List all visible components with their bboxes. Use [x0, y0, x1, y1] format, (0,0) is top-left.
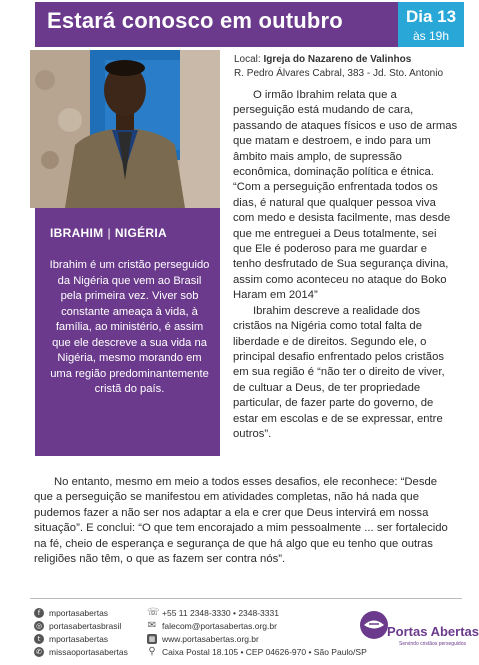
location-label: Local: — [234, 54, 261, 65]
article-column — [233, 88, 458, 468]
contact-email-text: falecom@portasabertas.org.br — [162, 620, 277, 631]
event-location — [234, 53, 443, 81]
contact-website-text: www.portasabertas.org.br — [162, 633, 259, 644]
article-paragraph-2: Ibrahim descreve a realidade dos cristãos na Nigéria como total falta de liberdade e de direitos. Segundo ele, o principal desafio enfrentado pelos cristãos em sua região é “não ter o direito de viver, de cultuar a Deus, de ter propriedade particular, de fazer parte do governo, de estar em escolas e de se expressar, entre outros”. — [233, 304, 445, 440]
event-header — [35, 2, 398, 47]
speaker-photo — [30, 50, 220, 208]
social-twitter[interactable] — [34, 632, 128, 645]
contact-phone[interactable] — [147, 606, 367, 619]
email-icon: ✉ — [147, 619, 157, 631]
logo-mark-icon — [357, 610, 391, 640]
location-venue: Igreja do Nazareno de Valinhos — [263, 54, 412, 65]
social-whatsapp[interactable] — [34, 645, 128, 658]
social-facebook[interactable] — [34, 606, 128, 619]
whatsapp-icon: ✆ — [34, 647, 44, 657]
event-time: às 19h — [412, 29, 450, 43]
facebook-icon: f — [34, 608, 44, 618]
contact-address — [147, 645, 367, 658]
contact-email[interactable] — [147, 619, 367, 632]
article-paragraph-1: O irmão Ibrahim relata que a perseguição está mudando de cara, passando de ataques físicos e uso de armas que matam e destroem, e indo para um âmbito mais amplo, de supressão econômica, dominação política e étnica. “Com a perseguição enfrentada todos os dias, é natural que qualquer pessoa viva com medo e desista facilmente, mas desde que me entreguei a Deus totalmente, sei que Ele é poderoso para me guardar e tenho desfrutado de Sua segurança divina, assim como aconteceu no ataque do Boko Haram em 2014” — [233, 89, 458, 302]
contact-website[interactable] — [147, 632, 367, 645]
instagram-icon: ◎ — [35, 621, 43, 630]
speaker-name-line — [50, 226, 167, 240]
contact-phone-text: +55 11 2348-3330 • 2348-3331 — [162, 607, 279, 618]
speaker-profile-box — [35, 208, 220, 456]
logo-text: Portas Abertas — [387, 624, 479, 639]
event-title: Estará conosco em outubro — [47, 8, 343, 33]
event-day: Dia 13 — [405, 7, 457, 26]
web-icon: ▦ — [148, 634, 156, 643]
social-twitter-text: mportasabertas — [49, 633, 109, 644]
social-instagram[interactable] — [34, 619, 128, 632]
social-instagram-text: portasabertasbrasil — [49, 620, 122, 631]
speaker-photo-image — [30, 50, 220, 208]
social-whatsapp-text: missaoportasabertas — [49, 646, 128, 657]
article-paragraph-3: No entanto, mesmo em meio a todos esses desafios, ele reconhece: “Desde que a perseguição se manifestou em atividades completas, não há nada que pudemos fazer a não ser nos adaptar a ela e crer que Deus intervirá em nossa situação”. E conclui: “O que tem encorajado a mim pessoalmente ... ser fortalecido na fé, cheio de esperança e segurança de que há algo que eu tenho que outras religiões não têm, o que as fazem ser contra nós”. — [34, 476, 448, 566]
speaker-country: NIGÉRIA — [114, 226, 167, 240]
portas-abertas-logo — [357, 608, 479, 658]
location-address: R. Pedro Álvares Cabral, 383 - Jd. Sto. Antonio — [234, 68, 443, 79]
article-conclusion — [34, 475, 456, 567]
contact-info — [147, 606, 367, 658]
phone-icon: ☏ — [147, 606, 160, 618]
speaker-bio: Ibrahim é um cristão perseguido da Nigéria que vem ao Brasil pela primeira vez. Viver sob constante ameaça à vida, à família, ao ministério, é assim que ele descreve a sua vida na Nigéria, mesmo morando em uma região predominantemente cristã do país. — [49, 259, 210, 395]
date-badge — [398, 2, 464, 47]
name-separator: | — [107, 226, 111, 240]
contact-address-text: Caixa Postal 18.105 • CEP 04626-970 • São Paulo/SP — [162, 646, 367, 657]
social-links — [34, 606, 128, 658]
footer-divider — [30, 598, 462, 599]
social-facebook-text: mportasabertas — [49, 607, 109, 618]
location-pin-icon: ⚲ — [148, 645, 156, 657]
speaker-name: IBRAHIM — [50, 226, 104, 240]
twitter-icon: t — [34, 634, 44, 644]
logo-tagline: Servindo cristãos perseguidos — [399, 641, 466, 647]
